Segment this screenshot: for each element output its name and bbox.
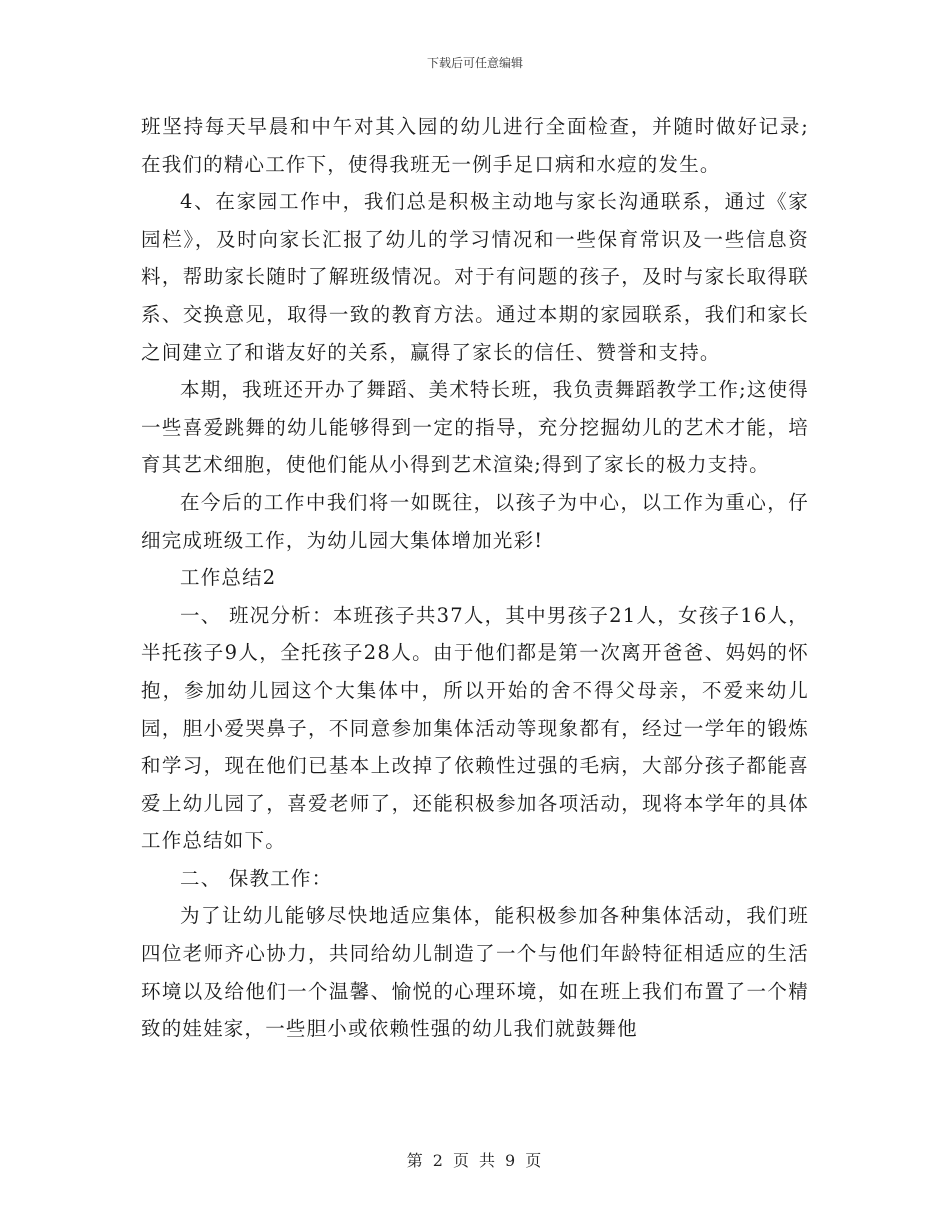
document-body (141, 108, 809, 1048)
footer-total-pages: 9 (505, 1151, 518, 1170)
section-heading-2: 工作总结2 (180, 566, 277, 590)
page-header-note: 下载后可任意编辑 (426, 56, 523, 70)
footer-current-page: 2 (432, 1151, 445, 1170)
footer-label-di: 第 (406, 1151, 425, 1170)
footer-label-ye2: 页 (525, 1151, 544, 1170)
paragraph-3: 本期，我班还开办了舞蹈、美术特长班，我负责舞蹈教学工作;这使得一些喜爱跳舞的幼儿能够得到一定的指导，充分挖掘幼儿的艺术才能，培育其艺术细胞，使他们能从小得到艺术渲染;得到了家长的极力支持。 (141, 378, 809, 477)
paragraph-class-analysis: 一、 班况分析：本班孩子共37人，其中男孩子21人，女孩子16人，半托孩子9人，全托孩子28人。由于他们都是第一次离开爸爸、妈妈的怀抱，参加幼儿园这个大集体中，所以开始的舍不得父母亲，不爱来幼儿园，胆小爱哭鼻子，不同意参加集体活动等现象都有，经过一学年的锻炼和学习，现在他们已基本上改掉了依赖性过强的毛病，大部分孩子都能喜爱上幼儿园了，喜爱老师了，还能积极参加各项活动，现将本学年的具体工作总结如下。 (141, 603, 809, 853)
page-footer (0, 1148, 950, 1171)
paragraph-4: 在今后的工作中我们将一如既往，以孩子为中心，以工作为重心，仔细完成班级工作，为幼儿园大集体增加光彩! (141, 490, 809, 552)
section-heading-care: 二、 保教工作： (180, 866, 333, 890)
footer-label-ye: 页 (452, 1151, 471, 1170)
paragraph-care-work: 为了让幼儿能够尽快地适应集体，能积极参加各种集体活动，我们班四位老师齐心协力，共同给幼儿制造了一个与他们年龄特征相适应的生活环境以及给他们一个温馨、愉悦的心理环境，如在班上我们布置了一个精致的娃娃家，一些胆小或依赖性强的幼儿我们就鼓舞他 (141, 904, 809, 1041)
footer-label-gong: 共 (479, 1151, 498, 1170)
paragraph-1: 班坚持每天早晨和中午对其入园的幼儿进行全面检查，并随时做好记录;在我们的精心工作下，使得我班无一例手足口病和水痘的发生。 (141, 115, 809, 176)
paragraph-2: 4、在家园工作中，我们总是积极主动地与家长沟通联系，通过《家园栏》，及时向家长汇报了幼儿的学习情况和一些保育常识及一些信息资料，帮助家长随时了解班级情况。对于有问题的孩子，及时与家长取得联系、交换意见，取得一致的教育方法。通过本期的家园联系，我们和家长之间建立了和谐友好的关系，赢得了家长的信任、赞誉和支持。 (141, 190, 809, 364)
